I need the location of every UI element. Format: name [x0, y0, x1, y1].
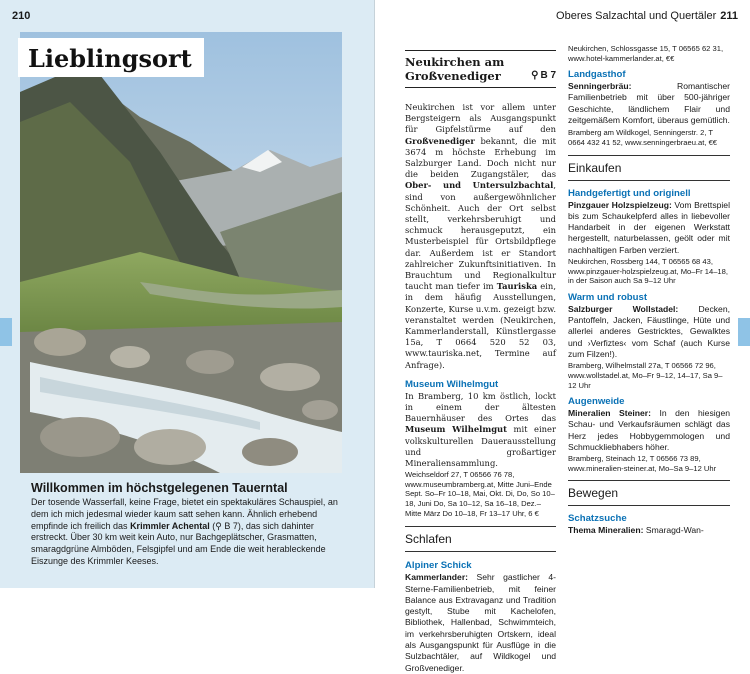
shop-2-name: Salzburger Wollstadel: — [568, 303, 679, 314]
right-page-number: 211 — [720, 10, 738, 22]
landgasthof-description — [568, 81, 730, 126]
shop-2-description — [568, 304, 730, 360]
place-title: Neukirchen am Großvenediger — [405, 55, 505, 83]
shop-1-description — [568, 200, 730, 256]
landgasthof-info: Bramberg am Wildkogel, Senningerstr. 2, T 0664 432 41 52, www.senningerbraeu.at, €€ — [568, 128, 718, 147]
shop-1-subheading: Handgefertigt und originell — [568, 187, 691, 199]
schlafen-subheading: Alpiner Schick — [405, 560, 472, 572]
landgasthof-block — [568, 69, 730, 147]
valley-photo — [20, 32, 342, 473]
landgasthof-text: Romantischer Familienbetrieb mit über 500-jähriger Geschichte, ländlichem Flair und zeitgemäßem Komfort, überaus gemütlich. — [568, 81, 730, 126]
running-head — [556, 10, 738, 22]
shop-3-info: Bramberg, Steinach 12, T 06566 73 89, www.mineralien-steiner.at, Mo–Sa 9–12 Uhr — [568, 454, 717, 473]
shop-1-info: Neukirchen, Rossberg 144, T 06565 68 43, www.pinzgauer-holzspielzeug.at, Mo–Fr 14–18, in der Saison auch Sa 9–12 Uhr — [568, 257, 728, 286]
photo-caption-heading: Willkommen im höchstgelegenen Tauerntal — [31, 481, 288, 495]
bewegen-text: Smaragd-Wan- — [643, 525, 704, 536]
left-page-number: 210 — [12, 10, 31, 22]
shop-3-name: Mineralien Steiner: — [568, 408, 651, 419]
favorite-place-label: Lieblingsort — [18, 38, 204, 77]
running-head-title: Oberes Salzachtal und Quertäler — [556, 10, 717, 22]
shop-2-text: Decken, Pantoffeln, Jacken, Fäustlinge, Hüte und allerlei anderes Gestricktes, Gewalktes und ›Verfiztes‹ vom Schaf (auch Kurse zum Filzen!). — [568, 303, 730, 360]
left-body-after: , das sich dahinter erstreckt. Über 30 km weit kein Auto, nur Bachgeplätscher, Grasmatten, smaragdgrüne Almböden, Felsgipfel und am Ende die weit herableckende Eiszunge des Krimmler Keeses. — [31, 520, 326, 566]
shop-item-2 — [568, 292, 730, 390]
place-highlight-3: Tauriska — [496, 281, 538, 292]
place-text-2: bekannt, die mit 3674 m höchste Erhebung im Salzburger Land. Doch nicht nur die beiden Zugangstäler, das — [405, 135, 556, 180]
place-highlight-2: Ober- und Untersulzbachtal — [405, 180, 554, 191]
left-body-text: Der tosende Wasserfall, keine Frage, bietet ein spektakuläres Schauspiel, an dem ich mich jedesmal wieder kaum satt sehen kann. Ähnlich erhebend empfinde ich freilich das Krimmler Achental (⚲ B 7), das sich dahinter erstreckt. Über 30 km weit kein Auto, nur Bachgeplätscher, Grasmatten, smaragdgrüne Almböden, Felsgipfel und am Ende die weit herableckende Eiszunge des Krimmler Keeses. — [31, 497, 338, 566]
bewegen-block — [568, 513, 730, 536]
museum-text-2: mit einer volkskulturellen Dauerausstellung und großartiger Mineraliensammlung. — [405, 424, 556, 469]
middle-column — [405, 50, 556, 674]
map-pin-icon: ⚲ — [531, 70, 539, 81]
section-einkaufen: Einkaufen — [568, 155, 730, 181]
museum-description — [405, 391, 556, 469]
left-body-map-ref: B 7 — [224, 520, 238, 531]
left-body-before: Der tosende Wasserfall, keine Frage, bietet ein spektakuläres Schauspiel, an dem ich mich jedesmal wieder kaum satt sehen kann. Ähnlich erhebend empfinde ich freilich das — [31, 497, 338, 531]
place-description — [405, 102, 556, 371]
map-pin-icon: ⚲ — [215, 520, 222, 531]
place-text-3: , sind von außergewöhnlicher Schönheit. Auch der Ort selbst stellt, verkehrsberuhigt und schmuck herausgeputzt, ein Musterbeispiel für Ortsbildpflege dar. Außerdem ist er Standort zahlreicher Zukunftsinitiativen. In Brauchtum und Regionalkultur taucht man tiefer im — [405, 180, 556, 292]
shop-3-description — [568, 408, 730, 453]
bewegen-description — [568, 525, 730, 536]
museum-text-1: In Bramberg, 10 km östlich, lockt in einem der ältesten Bauernhäuser des Ortes das — [405, 390, 556, 424]
schlafen-text: Sehr gastlicher 4-Sterne-Familienbetrieb, mit feiner Balance aus Extravaganz und Tradition gestylt, Stube mit Kachelofen, Bibliothek, Hallenbad, Schwimmteich, im verkehrsberuhigten Ortskern, ideal als Ausgangspunkt für Ausflüge in die Sulzbachtäler, auf Wildkogel und Großvenediger. — [405, 572, 556, 673]
shop-2-info: Bramberg, Wilhelmstall 27a, T 06566 72 96, www.wollstadel.at, Mo–Fr 9–12, 14–17, Sa 9–12 Uhr — [568, 361, 723, 390]
left-body-highlight: Krimmler Achental — [130, 520, 210, 531]
place-highlight-1: Großvenediger — [405, 135, 475, 146]
landgasthof-name: Senningerbräu: — [568, 81, 632, 92]
section-bewegen: Bewegen — [568, 480, 730, 506]
shop-2-subheading: Warm und robust — [568, 291, 648, 303]
right-column — [568, 44, 730, 537]
shop-3-subheading: Augenweide — [568, 396, 625, 408]
museum-highlight: Museum Wilhelmgut — [405, 424, 508, 435]
place-text-1: Neukirchen ist vor allem unter Bergsteigern als Ausgangspunkt für Gipfelstürme auf den — [405, 102, 556, 135]
shop-item-1 — [568, 188, 730, 286]
schlafen-name: Kammerlander: — [405, 572, 469, 583]
place-header — [405, 50, 556, 88]
schlafen-description — [405, 572, 556, 674]
shop-item-3 — [568, 396, 730, 473]
section-schlafen: Schlafen — [405, 526, 556, 552]
left-page — [0, 0, 375, 588]
shop-1-name: Pinzgauer Holzspielzeug: — [568, 199, 672, 210]
museum-heading: Museum Wilhelmgut — [405, 378, 499, 390]
shop-3-text: In den hiesigen Schau- und Verkaufsräumen schlägt das Herz jedes Hobbygemmologen und Schmuckliebhabers höher. — [568, 408, 730, 452]
schlafen-block — [405, 560, 556, 674]
place-map-ref — [531, 70, 556, 81]
edge-tab-left — [0, 318, 12, 346]
landgasthof-subheading: Landgasthof — [568, 69, 626, 81]
museum-block — [405, 379, 556, 518]
shop-1-text: Vom Brettspiel bis zum Schaukelpferd alles in liebevoller Handarbeit in der eigenen Werkstatt hergestellt, naturbelassen, geölt oder mit nachhaltigen Farben verziert. — [568, 199, 730, 255]
museum-info: Weichseldorf 27, T 06566 76 78, www.museumbramberg.at, Mitte Juni–Ende Sept. So–Fr 10–18, Mai, Okt. Di, Do, So 10–18, Juni Do, Sa 10–12, Sa 16–18, Dez.–Mitte März Do 10–18, Fr 13–17 Uhr, 6 € — [405, 470, 555, 518]
bewegen-subheading: Schatzsuche — [568, 513, 627, 525]
kammerlander-info: Neukirchen, Schlossgasse 15, T 06565 62 31, www.hotel-kammerlander.at, €€ — [568, 44, 724, 63]
place-text-4: ein, in dem häufig Ausstellungen, Konzerte, Kurse u.v.m. gezeigt bzw. veranstaltet werden (Neukirchen, Kammerlanderstall, Künstlergasse 15a, T 0664 520 52 03, www.tauriska.net, Termine auf Anfrage). — [405, 281, 556, 370]
bewegen-name: Thema Mineralien: — [568, 525, 644, 536]
edge-tab-right — [738, 318, 750, 346]
place-map-ref-value: B 7 — [540, 70, 556, 81]
